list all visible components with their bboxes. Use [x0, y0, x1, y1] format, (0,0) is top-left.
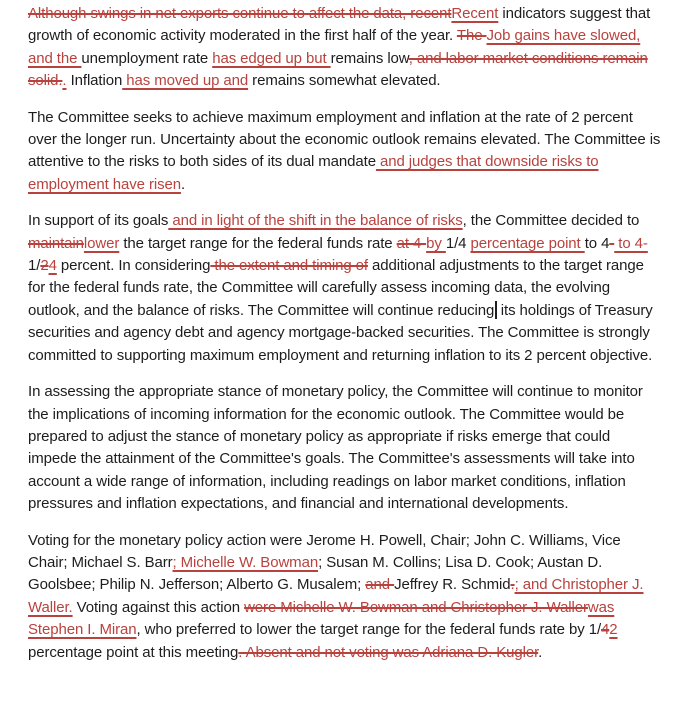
paragraph: [28, 381, 661, 515]
inserted-text: Job gains have slowed, and the: [28, 27, 641, 67]
paragraph: [28, 530, 661, 664]
paragraph: [28, 107, 661, 197]
inserted-text: and in light of the shift in the balance of risks: [168, 212, 463, 230]
deleted-text: .: [510, 576, 515, 594]
inserted-text: has edged up but: [212, 49, 331, 67]
text-run: Jeffrey R. Schmid: [394, 576, 511, 594]
text-run: ; Susan M. Collins; Lisa D. Cook; Austan D. Goolsbee; Philip N. Jefferson; Alberto G. Musalem;: [28, 553, 603, 594]
deleted-text: , and labor market conditions remain solid.: [28, 49, 648, 90]
text-run: 1/: [28, 257, 41, 275]
text-run: remains somewhat elevated.: [248, 72, 441, 90]
text-run: additional adjustments to the target range for the federal funds rate, the Committee will carefully assess incoming data, the evolving outlook, and the balance of risks. The Committee will continue reducing: [28, 257, 644, 319]
deleted-text: the extent and timing of: [210, 257, 368, 275]
text-run: unemployment rate: [81, 49, 213, 67]
text-run: the target range for the federal funds rate: [119, 234, 397, 252]
paragraph: [28, 210, 661, 367]
paragraph: [28, 3, 661, 93]
inserted-text: 4: [48, 257, 57, 275]
text-run: percentage point at this meeting: [28, 643, 239, 661]
text-run: percent. In considering: [56, 257, 211, 275]
deleted-text: Although swings in net exports continue to affect the data, recent: [28, 5, 452, 22]
text-run: Inflation: [66, 72, 123, 90]
inserted-text: lower: [83, 234, 120, 252]
deleted-text: 4: [601, 621, 610, 639]
deleted-text: . Absent and not voting was Adriana D. Kugler: [238, 643, 539, 661]
deleted-text: maintain: [28, 234, 84, 252]
inserted-text: 2: [609, 621, 618, 639]
inserted-text: to 4-: [614, 234, 648, 252]
text-run: .: [180, 175, 186, 193]
text-run: In assessing the appropriate stance of monetary policy, the Committee will continue to monitor the implications of incoming information for the economic outlook. The Committee would be prepared to adjust the stance of monetary policy as appropriate if risks emerge that could impede the attainment of the Committee's goals. The Committee's assessments will take into account a wide range of information, including readings on labor market conditions, inflation pressures and inflation expectations, and financial and international developments.: [28, 383, 643, 513]
inserted-text: ; and Christopher J. Waller.: [28, 576, 644, 616]
inserted-text: and judges that downside risks to employment have risen: [28, 153, 599, 193]
inserted-text: ; Michelle W. Bowman: [172, 553, 319, 571]
text-run: Voting for the monetary policy action were Jerome H. Powell, Chair; John C. Williams, Vice Chair; Michael S. Barr: [28, 531, 621, 571]
deleted-text: and: [365, 576, 395, 594]
deleted-text: at 4-: [396, 234, 427, 252]
inserted-text: percentage point: [470, 234, 585, 252]
text-run: , the Committee decided to: [462, 212, 640, 230]
text-run: , who preferred to lower the target range for the federal funds rate by 1/: [136, 621, 602, 639]
text-run: to 4: [584, 234, 610, 252]
text-run: The Committee seeks to achieve maximum employment and inflation at the rate of 2 percent over the longer run. Uncertainty about the economic outlook remains elevated. The Committee is attentive to the risks to both sides of its dual mandate: [28, 108, 661, 171]
deleted-text: -: [609, 234, 615, 252]
inserted-text: Recent: [451, 5, 499, 22]
text-run: 1/4: [445, 234, 471, 252]
deleted-text: were Michelle W. Bowman and Christopher J. Waller: [244, 598, 588, 616]
inserted-text: by: [426, 234, 446, 252]
text-run: remains low: [330, 49, 409, 67]
deleted-text: 2: [40, 257, 49, 275]
text-run: .: [538, 643, 543, 661]
inserted-text: .: [62, 72, 67, 90]
text-run: In support of its goals: [28, 212, 169, 230]
inserted-text: was Stephen I. Miran: [28, 598, 615, 639]
text-run: indicators suggest that growth of economic activity moderated in the first half of the year.: [28, 5, 651, 45]
text-run: Voting against this action: [72, 598, 245, 616]
text-run: its holdings of Treasury securities and agency debt and agency mortgage-backed securities. The Committee is strongly committed to supporting maximum employment and returning inflation to its 2 percent objective.: [28, 301, 653, 364]
deleted-text: The: [456, 27, 487, 45]
inserted-text: has moved up and: [122, 72, 249, 90]
